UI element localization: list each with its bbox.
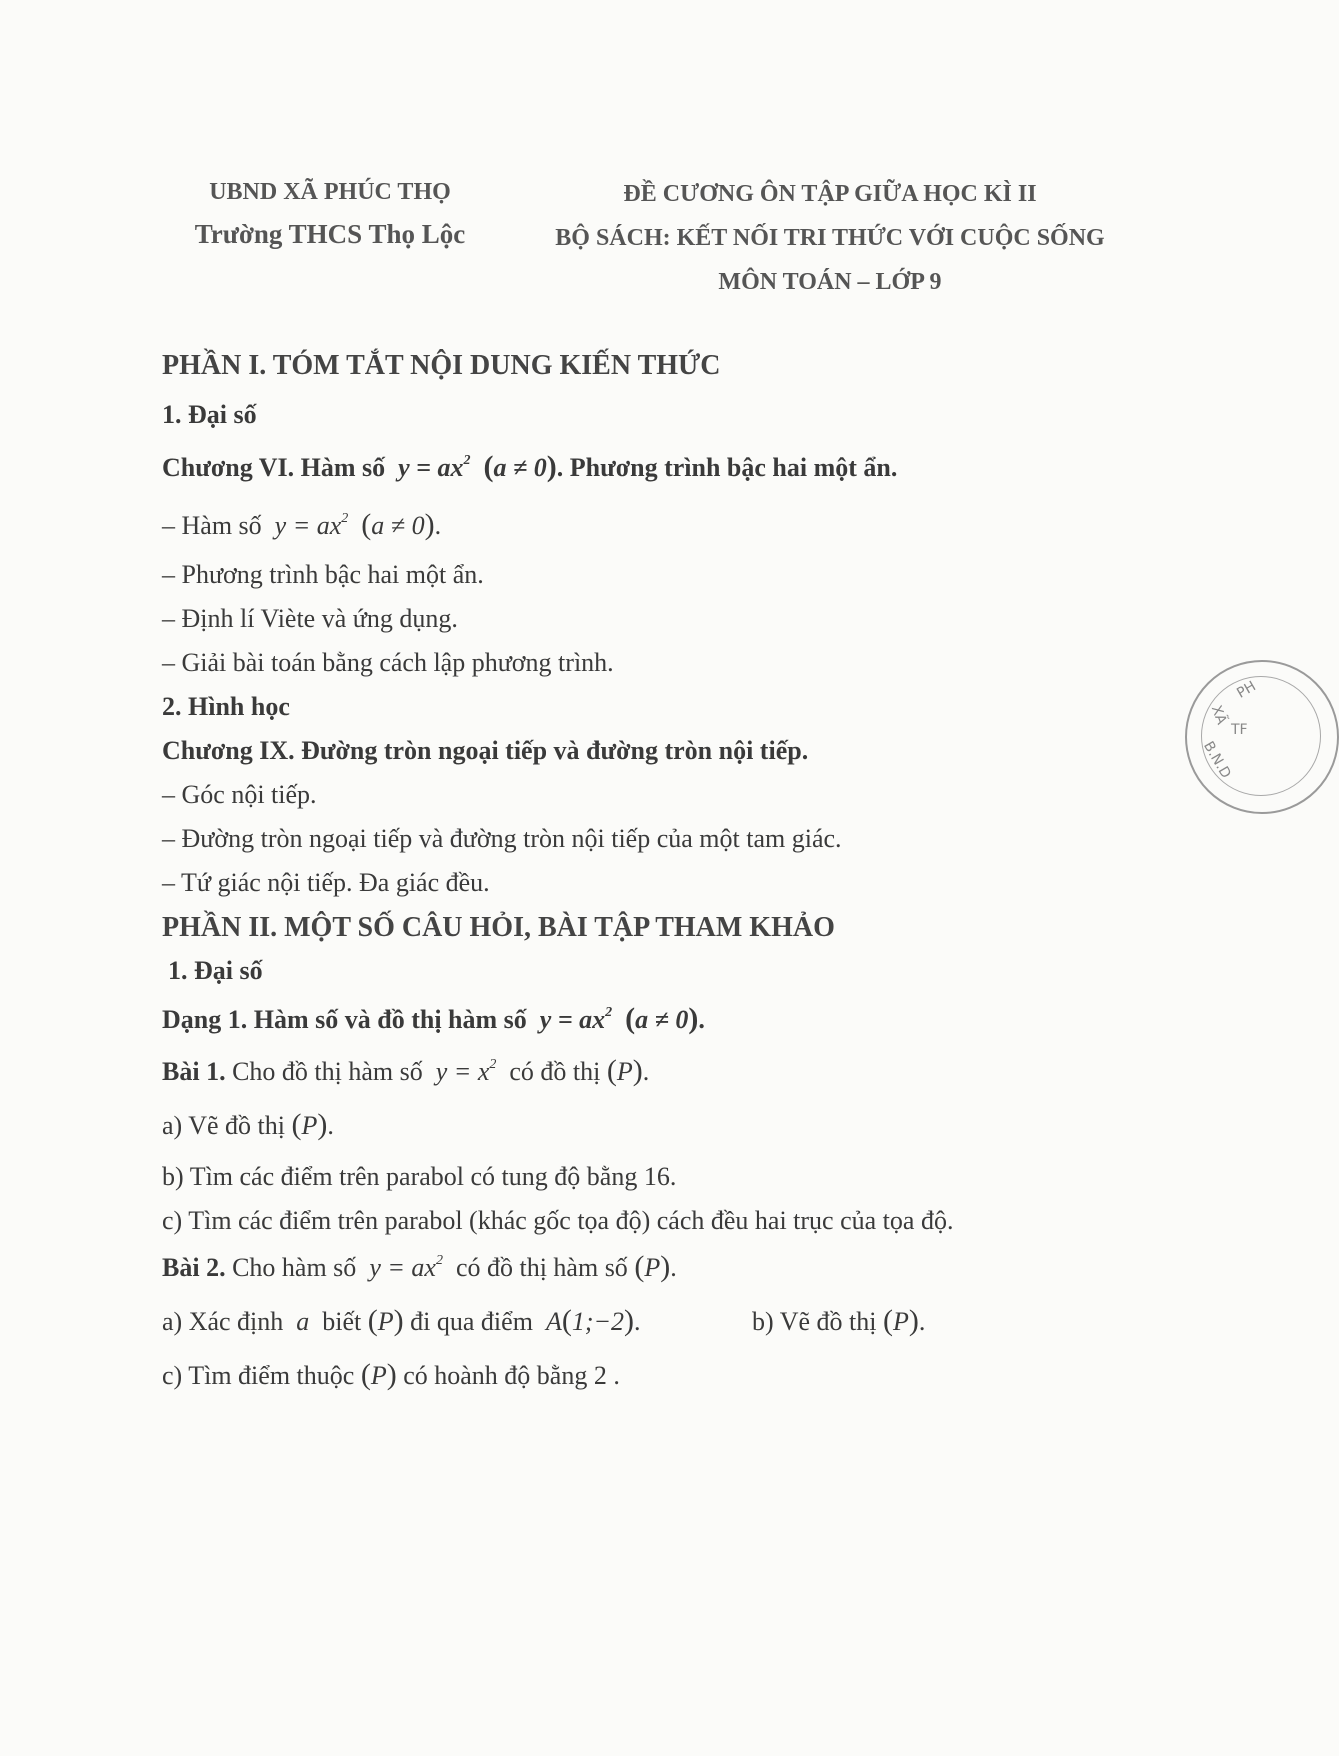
bai2-a3: đi qua điểm — [410, 1307, 533, 1336]
bai2-b-text: b) Vẽ đồ thị — [752, 1307, 877, 1336]
item-word-problems: – Giải bài toán bằng cách lập phương trình. — [162, 648, 614, 677]
item-inscribed-angle: – Góc nội tiếp. — [162, 780, 317, 809]
chapter6-prefix: Chương VI. Hàm số — [162, 453, 386, 482]
bai2-label: Bài 2. — [162, 1253, 226, 1282]
form1-prefix: Dạng 1. Hàm số và đồ thị hàm số — [162, 1005, 527, 1034]
formula-P: (P) — [291, 1108, 328, 1141]
formula-P: (P) — [634, 1250, 671, 1283]
seal-text-bottom: B.N.D — [1200, 738, 1234, 782]
bai2-a: a) Xác định a biết (P) đi qua điểm A(1;−2). — [162, 1304, 641, 1337]
subject-grade: MÔN TOÁN – LỚP 9 — [718, 269, 942, 295]
item-viete: – Định lí Viète và ứng dụng. — [162, 604, 458, 633]
bai2-statement: Bài 2. Cho hàm số $y = ax^2$ có đồ thị hàm số (P). — [162, 1250, 677, 1283]
bai1-statement: Bài 1. Cho đồ thị hàm số $y = x^2$ có đồ thị (P). — [162, 1054, 650, 1087]
formula-P: (P) — [367, 1304, 404, 1337]
doc-title: ĐỀ CƯƠNG ÔN TẬP GIỮA HỌC KÌ II — [623, 181, 1037, 207]
chapter9-heading: Chương IX. Đường tròn ngoại tiếp và đường tròn nội tiếp. — [162, 736, 809, 765]
seal-text-mid: TF — [1231, 722, 1248, 738]
algebra-heading: 1. Đại số — [162, 400, 257, 429]
bai2-text2: có đồ thị hàm số — [455, 1253, 628, 1282]
part2-algebra-heading: 1. Đại số — [168, 956, 263, 985]
bai2-text1: Cho hàm số — [232, 1253, 357, 1282]
bai1-text1: Cho đồ thị hàm số — [232, 1057, 423, 1086]
var-a: a — [289, 1307, 316, 1336]
item-quadratic: – Phương trình bậc hai một ẩn. — [162, 560, 484, 589]
bai2-c2: có hoành độ bằng 2 . — [403, 1361, 620, 1390]
school-name: Trường THCS Thọ Lộc — [194, 219, 466, 249]
part2-title: PHẦN II. MỘT SỐ CÂU HỎI, BÀI TẬP THAM KHẢO — [162, 912, 835, 943]
item-circles-triangle: – Đường tròn ngoại tiếp và đường tròn nội tiếp của một tam giác. — [162, 824, 842, 853]
bai2-c1: c) Tìm điểm thuộc — [162, 1361, 355, 1390]
book-series: BỘ SÁCH: KẾT NỐI TRI THỨC VỚI CUỘC SỐNG — [555, 225, 1105, 251]
item-cyclic-quad: – Tứ giác nội tiếp. Đa giác đều. — [162, 868, 490, 897]
formula-P: (P) — [882, 1304, 919, 1337]
formula-y-ax2-bai2: $y = ax^2$ — [362, 1253, 443, 1282]
item1-prefix: – Hàm số — [162, 511, 262, 540]
chapter6-heading — [162, 450, 897, 484]
formula-P: (P) — [360, 1358, 397, 1391]
bai2-b: b) Vẽ đồ thị (P). — [752, 1304, 926, 1337]
bai1-text2: có đồ thị — [509, 1057, 601, 1086]
chapter6-suffix: . Phương trình bậc hai một ẩn. — [556, 453, 898, 482]
form1-heading: Dạng 1. Hàm số và đồ thị hàm số $y = ax^2$ (a ≠ 0). — [162, 1002, 705, 1035]
header-left — [170, 172, 490, 256]
district-name: UBND XÃ PHÚC THỌ — [209, 179, 451, 205]
geometry-heading: 2. Hình học — [162, 692, 290, 721]
bai2-a2: biết — [322, 1307, 362, 1336]
formula-y-ax2: $y = ax^2$ (a ≠ 0) — [391, 450, 557, 483]
header-right — [520, 172, 1140, 304]
bai1-label: Bài 1. — [162, 1057, 226, 1086]
school-seal — [1185, 660, 1339, 814]
bai1-b: b) Tìm các điểm trên parabol có tung độ bằng 16. — [162, 1162, 677, 1191]
formula-y-ax2-item: $y = ax^2$ (a ≠ 0) — [268, 508, 435, 541]
formula-form1: $y = ax^2$ (a ≠ 0) — [533, 1002, 699, 1035]
bai2-c — [162, 1358, 620, 1392]
bai1-a-text: a) Vẽ đồ thị — [162, 1111, 285, 1140]
seal-text-top: PH — [1234, 678, 1259, 702]
formula-P: (P) — [606, 1054, 643, 1087]
formula-y-x2: $y = x^2$ — [429, 1057, 497, 1086]
bai1-c: c) Tìm các điểm trên parabol (khác gốc tọa độ) cách đều hai trục của tọa độ. — [162, 1206, 954, 1235]
bai2-a1: a) Xác định — [162, 1307, 284, 1336]
bai1-a: a) Vẽ đồ thị (P). — [162, 1108, 334, 1141]
part1-title: PHẦN I. TÓM TẮT NỘI DUNG KIẾN THỨC — [162, 350, 721, 381]
seal-text-side: XÃ — [1207, 703, 1230, 727]
item-function: – Hàm số $y = ax^2$ (a ≠ 0). — [162, 508, 442, 541]
point-A: A(1;−2) — [539, 1304, 635, 1337]
